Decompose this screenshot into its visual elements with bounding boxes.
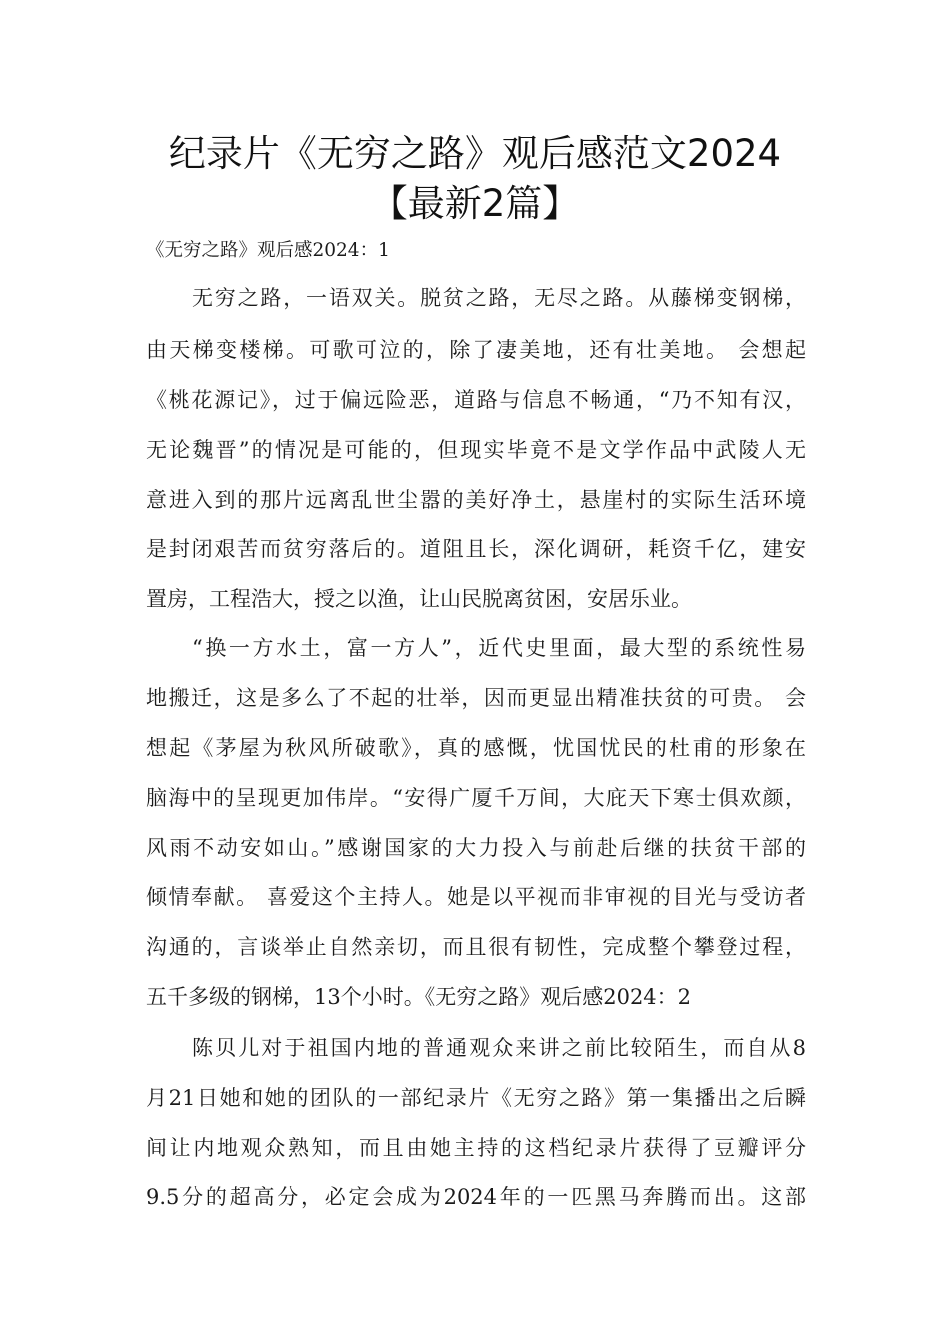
text-line: 五千多级的钢梯，13个小时。《无穷之路》观后感2024：2 [146, 985, 692, 1009]
text-line: 《桃花源记》，过于偏远险恶，道路与信息不畅通，“乃不知有汉， [146, 388, 806, 412]
text-line: 陈贝儿对于祖国内地的普通观众来讲之前比较陌生，而自从8 [192, 1036, 806, 1060]
text-line: 置房，工程浩大，授之以渔，让山民脱离贫困，安居乐业。 [146, 587, 692, 611]
document-title-line-1: 纪录片《无穷之路》观后感范文2024 [168, 132, 782, 175]
text-line: “换一方水土，富一方人”，近代史里面，最大型的系统性易 [192, 636, 806, 660]
text-line: 由天梯变楼梯。可歌可泣的，除了凄美地，还有壮美地。 会想起 [146, 338, 806, 362]
section-heading-1: 《无穷之路》观后感2024：1 [146, 240, 390, 261]
text-line: 月21日她和她的团队的一部纪录片《无穷之路》第一集播出之后瞬 [146, 1086, 806, 1110]
document-title-line-2: 【最新2篇】 [370, 182, 580, 225]
text-line: 风雨不动安如山。”感谢国家的大力投入与前赴后继的扶贫干部的 [146, 836, 806, 860]
text-line: 无论魏晋”的情况是可能的，但现实毕竟不是文学作品中武陵人无 [146, 438, 806, 462]
text-line: 地搬迁，这是多么了不起的壮举，因而更显出精准扶贫的可贵。 会 [146, 686, 806, 710]
text-line: 9.5分的超高分，必定会成为2024年的一匹黑马奔腾而出。这部 [146, 1185, 806, 1209]
text-line: 沟通的，言谈举止自然亲切，而且很有韧性，完成整个攀登过程， [146, 935, 806, 959]
text-line: 意进入到的那片远离乱世尘嚣的美好净土，悬崖村的实际生活环境 [146, 488, 806, 512]
text-line: 无穷之路，一语双关。脱贫之路，无尽之路。从藤梯变钢梯， [192, 286, 806, 310]
text-line: 想起《茅屋为秋风所破歌》，真的感慨，忧国忧民的杜甫的形象在 [146, 736, 806, 760]
text-line: 间让内地观众熟知，而且由她主持的这档纪录片获得了豆瓣评分 [146, 1136, 806, 1160]
text-line: 脑海中的呈现更加伟岸。“安得广厦千万间，大庇天下寒士俱欢颜， [146, 786, 806, 810]
text-line: 倾情奉献。 喜爱这个主持人。她是以平视而非审视的目光与受访者 [146, 885, 806, 909]
text-line: 是封闭艰苦而贫穷落后的。道阻且长，深化调研，耗资千亿，建安 [146, 537, 806, 561]
